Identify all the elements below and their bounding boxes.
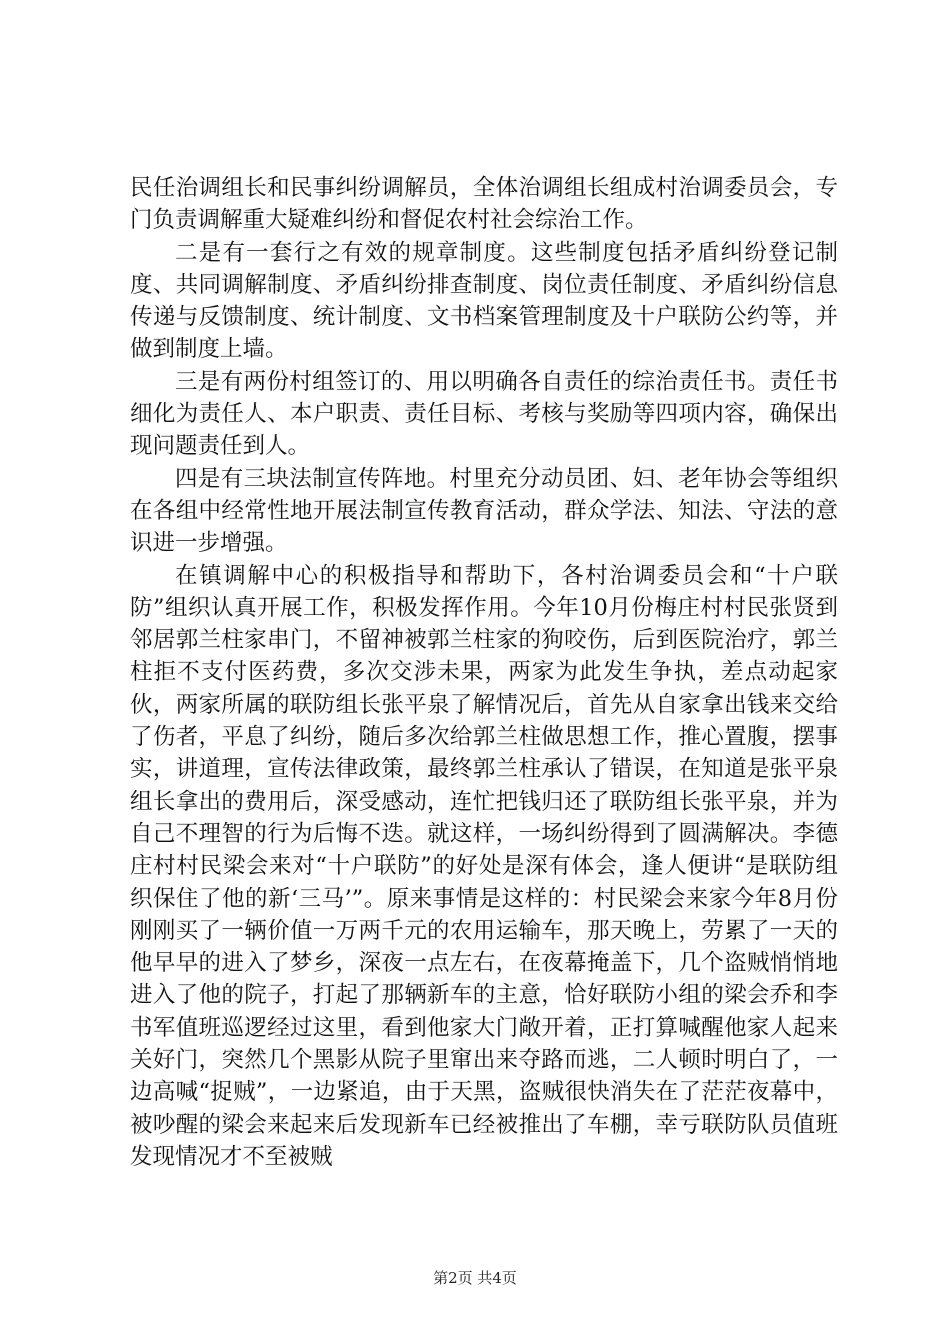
paragraph-2: 二是有一套行之有效的规章制度。这些制度包括矛盾纠纷登记制度、共同调解制度、矛盾纠纷排查制度、岗位责任制度、矛盾纠纷信息传递与反馈制度、统计制度、文书档案管理制度及十户联防公约等，并做到制度上墙。: [130, 239, 838, 363]
paragraph-1: 民任治调组长和民事纠纷调解员，全体治调组长组成村治调委员会，专门负责调解重大疑难纠纷和督促农村社会综治工作。: [130, 175, 838, 234]
paragraph-3: 三是有两份村组签订的、用以明确各自责任的综治责任书。责任书细化为责任人、本户职责、责任目标、考核与奖励等四项内容，确保出现问题责任到人。: [130, 368, 838, 460]
page-number-footer: 第2页 共4页: [433, 1269, 517, 1287]
document-body: [130, 172, 838, 1173]
paragraph-5: 在镇调解中心的积极指导和帮助下，各村治调委员会和“十户联防”组织认真开展工作，积极发挥作用。今年10月份梅庄村村民张贤到邻居郭兰柱家串门，不留神被郭兰柱家的狗咬伤，后到医院治疗，郭兰柱拒不支付医药费，多次交涉未果，两家为此发生争执，差点动起家伙，两家所属的联防组长张平泉了解情况后，首先从自家拿出钱来交给了伤者，平息了纠纷，随后多次给郭兰柱做思想工作，推心置腹，摆事实，讲道理，宣传法律政策，最终郭兰柱承认了错误，在知道是张平泉组长拿出的费用后，深受感动，连忙把钱归还了联防组长张平泉，并为自己不理智的行为后悔不迭。就这样，一场纠纷得到了圆满解决。李德庄村村民梁会来对“十户联防”的好处是深有体会，逢人便讲“是联防组织保住了他的新‘三马’”。原来事情是这样的：村民梁会来家今年8月份刚刚买了一辆价值一万两千元的农用运输车，那天晚上，劳累了一天的他早早的进入了梦乡，深夜一点左右，在夜幕掩盖下，几个盗贼悄悄地进入了他的院子，打起了那辆新车的主意，恰好联防小组的梁会乔和李书军值班巡逻经过这里，看到他家大门敞开着，正打算喊醒他家人起来关好门，突然几个黑影从院子里窜出来夺路而逃，二人顿时明白了，一边高喊“捉贼”，一边紧追，由于天黑，盗贼很快消失在了茫茫夜幕中，被吵醒的梁会来起来后发现新车已经被推出了车棚，幸亏联防队员值班发现情况才不至被贼: [130, 562, 838, 1170]
paragraph-4: 四是有三块法制宣传阵地。村里充分动员团、妇、老年协会等组织在各组中经常性地开展法制宣传教育活动，群众学法、知法、守法的意识进一步增强。: [130, 465, 838, 557]
